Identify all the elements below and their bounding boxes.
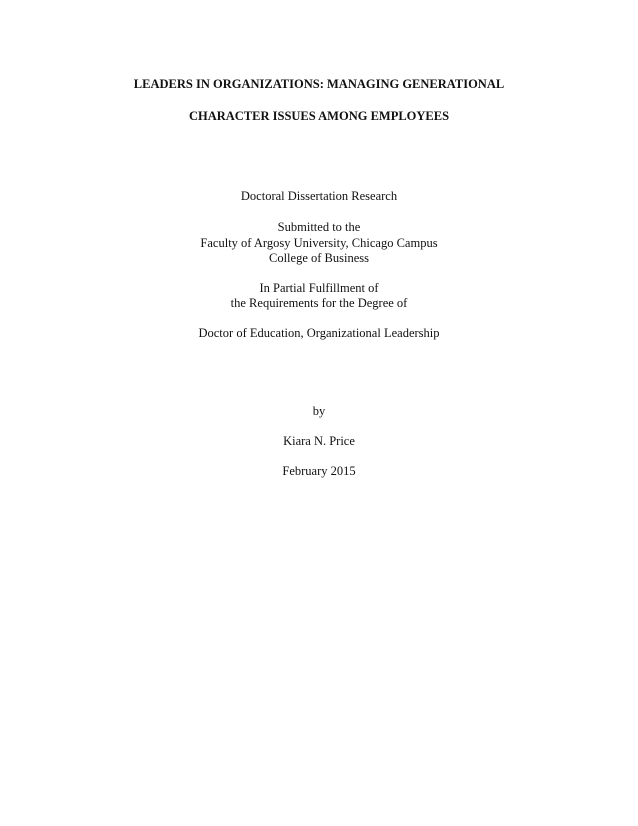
title-line-1: LEADERS IN ORGANIZATIONS: MANAGING GENERATIONAL: [133, 77, 505, 91]
fulfillment-line-2: the Requirements for the Degree of: [230, 296, 408, 310]
title-line-2: CHARACTER ISSUES AMONG EMPLOYEES: [188, 109, 450, 123]
faculty: Faculty of Argosy University, Chicago Campus: [200, 236, 438, 250]
fulfillment-line-1: In Partial Fulfillment of: [259, 281, 379, 295]
college: College of Business: [269, 251, 369, 265]
by-label: by: [312, 404, 326, 418]
degree: Doctor of Education, Organizational Leadership: [198, 326, 440, 340]
document-type: Doctoral Dissertation Research: [240, 189, 398, 203]
submitted-to: Submitted to the: [277, 220, 361, 234]
author-name: Kiara N. Price: [283, 434, 355, 448]
date: February 2015: [282, 464, 356, 478]
